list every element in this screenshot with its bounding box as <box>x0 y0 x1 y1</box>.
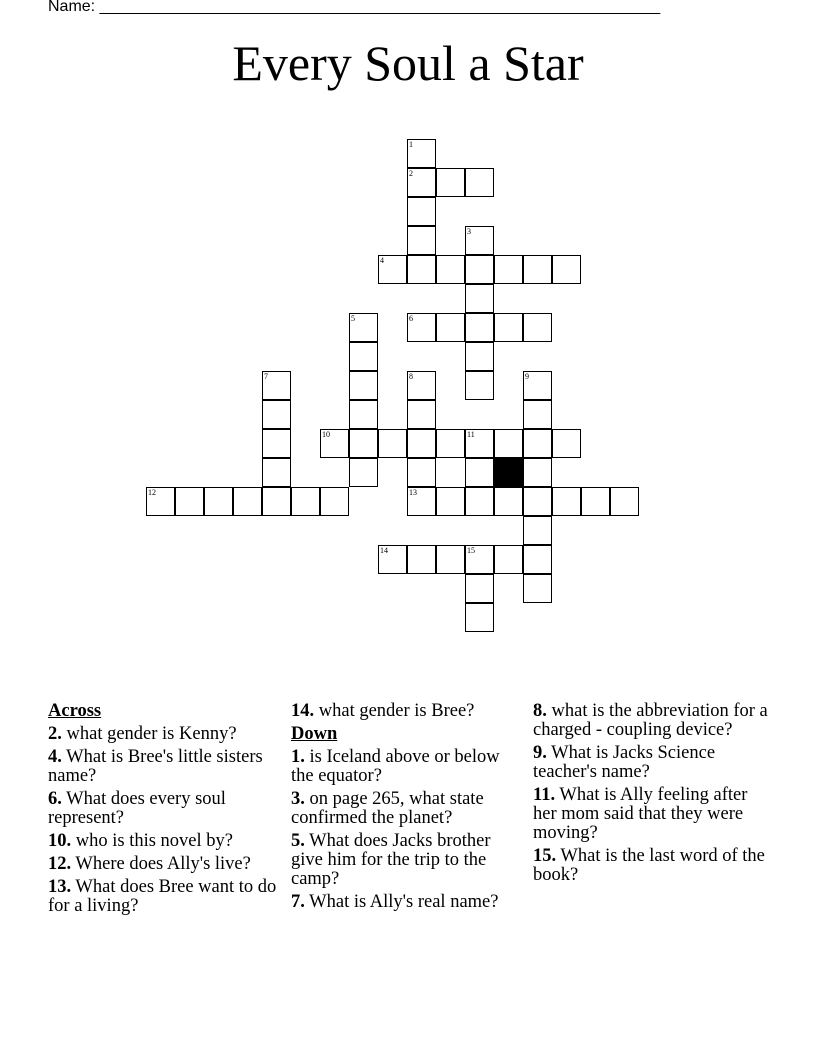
grid-cell[interactable] <box>494 313 523 342</box>
grid-cell[interactable] <box>349 458 378 487</box>
grid-cell[interactable] <box>552 429 581 458</box>
grid-cell[interactable] <box>436 429 465 458</box>
grid-cell[interactable] <box>465 429 494 458</box>
cell-number: 14 <box>380 546 388 555</box>
across-header: Across <box>48 701 102 721</box>
grid-cell[interactable] <box>581 487 610 516</box>
grid-cell[interactable] <box>378 545 407 574</box>
blocked-cell <box>494 458 523 487</box>
grid-cell[interactable] <box>523 458 552 487</box>
grid-cell[interactable] <box>407 545 436 574</box>
cell-number: 7 <box>264 372 268 381</box>
cell-number: 6 <box>409 314 413 323</box>
cell-number: 11 <box>467 430 475 439</box>
grid-cell[interactable] <box>436 313 465 342</box>
grid-cell[interactable] <box>465 342 494 371</box>
grid-cell[interactable] <box>407 139 436 168</box>
cell-number: 3 <box>467 227 471 236</box>
clues-column-3 <box>533 702 773 889</box>
clues-column-2 <box>291 702 521 916</box>
grid-cell[interactable] <box>523 371 552 400</box>
grid-cell[interactable] <box>407 197 436 226</box>
clue-down-7: 7. What is Ally's real name? <box>291 892 499 912</box>
grid-cell[interactable] <box>407 313 436 342</box>
cell-number: 9 <box>525 372 529 381</box>
grid-cell[interactable] <box>610 487 639 516</box>
grid-cell[interactable] <box>349 313 378 342</box>
grid-cell[interactable] <box>465 458 494 487</box>
grid-cell[interactable] <box>349 429 378 458</box>
grid-cell[interactable] <box>262 429 291 458</box>
grid-cell[interactable] <box>523 516 552 545</box>
grid-cell[interactable] <box>262 400 291 429</box>
clue-across-13: 13. What does Bree want to do for a living? <box>48 877 277 916</box>
grid-cell[interactable] <box>465 603 494 632</box>
grid-cell[interactable] <box>523 574 552 603</box>
clue-down-15: 15. What is the last word of the book? <box>533 846 765 885</box>
grid-cell[interactable] <box>204 487 233 516</box>
clue-down-3: 3. on page 265, what state confirmed the planet? <box>291 789 484 828</box>
grid-cell[interactable] <box>175 487 204 516</box>
clue-across-2: 2. what gender is Kenny? <box>48 724 237 744</box>
clue-down-8: 8. what is the abbreviation for a charged - coupling device? <box>533 701 768 740</box>
clues-column-1 <box>48 702 278 920</box>
grid-cell[interactable] <box>407 226 436 255</box>
clue-down-1: 1. is Iceland above or below the equator? <box>291 747 500 786</box>
grid-cell[interactable] <box>465 284 494 313</box>
grid-cell[interactable] <box>465 574 494 603</box>
grid-cell[interactable] <box>465 313 494 342</box>
grid-cell[interactable] <box>146 487 175 516</box>
cell-number: 13 <box>409 488 417 497</box>
cell-number: 4 <box>380 256 384 265</box>
grid-cell[interactable] <box>407 458 436 487</box>
cell-number: 15 <box>467 546 475 555</box>
grid-cell[interactable] <box>436 487 465 516</box>
cell-number: 8 <box>409 372 413 381</box>
name-line[interactable]: _______________________________________________________________ <box>99 0 661 15</box>
grid-cell[interactable] <box>320 429 349 458</box>
puzzle-title: Every Soul a Star <box>232 35 584 91</box>
grid-cell[interactable] <box>436 168 465 197</box>
clue-across-14: 14. what gender is Bree? <box>291 701 475 721</box>
cell-number: 2 <box>409 169 413 178</box>
name-label: Name: <box>48 0 96 15</box>
grid-cell[interactable] <box>291 487 320 516</box>
grid-cell[interactable] <box>465 168 494 197</box>
grid-cell[interactable] <box>523 400 552 429</box>
grid-cell[interactable] <box>494 545 523 574</box>
grid-cell[interactable] <box>494 429 523 458</box>
grid-cell[interactable] <box>378 255 407 284</box>
clue-down-9: 9. What is Jacks Science teacher's name? <box>533 743 716 782</box>
cell-number: 5 <box>351 314 355 323</box>
clue-down-5: 5. What does Jacks brother give him for the trip to the camp? <box>291 831 491 889</box>
grid-cell[interactable] <box>465 545 494 574</box>
grid-cell[interactable] <box>407 400 436 429</box>
grid-cell[interactable] <box>436 545 465 574</box>
clue-across-4: 4. What is Bree's little sisters name? <box>48 747 263 786</box>
grid-cell[interactable] <box>407 168 436 197</box>
grid-cell[interactable] <box>407 429 436 458</box>
grid-cell[interactable] <box>233 487 262 516</box>
grid-cell[interactable] <box>262 371 291 400</box>
cell-number: 12 <box>148 488 156 497</box>
grid-cell[interactable] <box>494 255 523 284</box>
grid-cell[interactable] <box>262 458 291 487</box>
down-header: Down <box>291 724 338 744</box>
clue-across-6: 6. What does every soul represent? <box>48 789 226 828</box>
grid-cell[interactable] <box>523 545 552 574</box>
grid-cell[interactable] <box>320 487 349 516</box>
grid-cell[interactable] <box>494 487 523 516</box>
grid-cell[interactable] <box>465 226 494 255</box>
grid-cell[interactable] <box>523 487 552 516</box>
grid-cell[interactable] <box>436 255 465 284</box>
grid-cell[interactable] <box>378 429 407 458</box>
grid-cell[interactable] <box>349 342 378 371</box>
grid-cell[interactable] <box>465 255 494 284</box>
grid-cell[interactable] <box>523 313 552 342</box>
grid-cell[interactable] <box>552 487 581 516</box>
grid-cell[interactable] <box>523 429 552 458</box>
grid-cell[interactable] <box>262 487 291 516</box>
clue-across-12: 12. Where does Ally's live? <box>48 854 251 874</box>
clue-across-10: 10. who is this novel by? <box>48 831 233 851</box>
grid-cell[interactable] <box>407 487 436 516</box>
clue-down-11: 11. What is Ally feeling after her mom said that they were moving? <box>533 785 748 843</box>
grid-cell[interactable] <box>349 400 378 429</box>
grid-cell[interactable] <box>465 487 494 516</box>
cell-number: 10 <box>322 430 330 439</box>
grid-cell[interactable] <box>465 371 494 400</box>
grid-cell[interactable] <box>407 371 436 400</box>
grid-cell[interactable] <box>523 255 552 284</box>
grid-cell[interactable] <box>552 255 581 284</box>
cell-number: 1 <box>409 140 413 149</box>
grid-cell[interactable] <box>349 371 378 400</box>
grid-cell[interactable] <box>407 255 436 284</box>
